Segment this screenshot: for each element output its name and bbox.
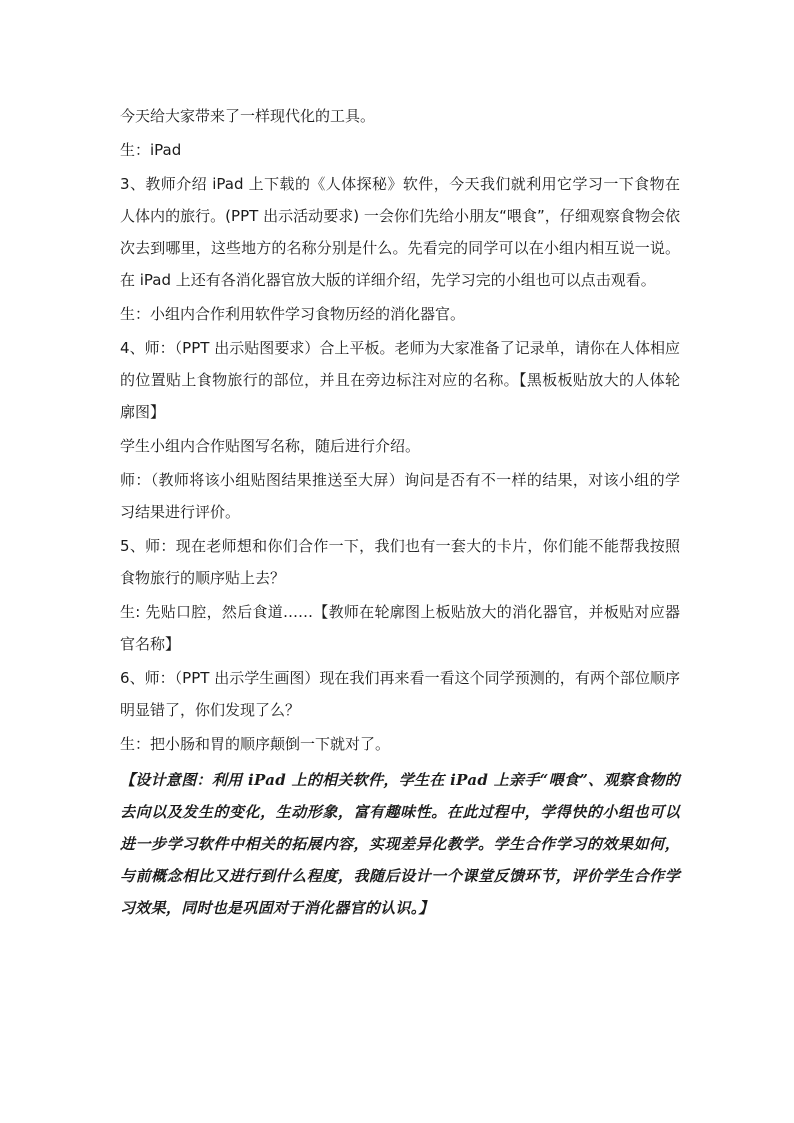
document-body [120, 100, 680, 926]
paragraph-student-answer: 生：把小肠和胃的顺序颠倒一下就对了。 [120, 735, 391, 753]
paragraph-step-5: 5、师：现在老师想和你们合作一下，我们也有一套大的卡片，你们能不能帮我按照食物旅行的顺序贴上去？ [120, 537, 680, 587]
paragraph-student-order: 生: 先贴口腔，然后食道……【教师在轮廓图上板贴放大的消化器官，并板贴对应器官名称】 [120, 603, 680, 653]
paragraph-step-4: 4、师：（PPT 出示贴图要求）合上平板。老师为大家准备了记录单，请你在人体相应的位置贴上食物旅行的部位，并且在旁边标注对应的名称。【黑板板贴放大的人体轮廓图】 [120, 339, 680, 421]
paragraph-student-group-study: 生：小组内合作利用软件学习食物历经的消化器官。 [120, 305, 466, 323]
paragraph-step-3: 3、教师介绍 iPad 上下载的《人体探秘》软件，今天我们就利用它学习一下食物在人体内的旅行。(PPT 出示活动要求) 一会你们先给小朋友“喂食”，仔细观察食物会依次去到哪里，这些地方的名称分别是什么。先看完的同学可以在小组内相互说一说。在 iPad 上还有各消化器官放大版的详细介绍，先学习完的小组也可以点击观看。 [120, 175, 680, 289]
paragraph-student-ipad: 生：iPad [120, 141, 182, 159]
paragraph-student-sticker: 学生小组内合作贴图写名称，随后进行介绍。 [120, 437, 421, 455]
design-intent-note: 【设计意图：利用 iPad 上的相关软件，学生在 iPad 上亲手“喂食”、观察食物的去向以及发生的变化，生动形象，富有趣味性。在此过程中，学得快的小组也可以进一步学习软件中相关的拓展内容，实现差异化教学。学生合作学习的效果如何，与前概念相比又进行到什么程度，我随后设计一个课堂反馈环节，评价学生合作学习效果，同时也是巩固对于消化器官的认识。】 [120, 771, 680, 917]
paragraph-intro: 今天给大家带来了一样现代化的工具。 [120, 107, 376, 125]
paragraph-step-6: 6、师：（PPT 出示学生画图）现在我们再来看一看这个同学预测的，有两个部位顺序明显错了，你们发现了么？ [120, 669, 680, 719]
paragraph-teacher-evaluation: 师：（教师将该小组贴图结果推送至大屏）询问是否有不一样的结果，对该小组的学习结果进行评价。 [120, 471, 680, 521]
